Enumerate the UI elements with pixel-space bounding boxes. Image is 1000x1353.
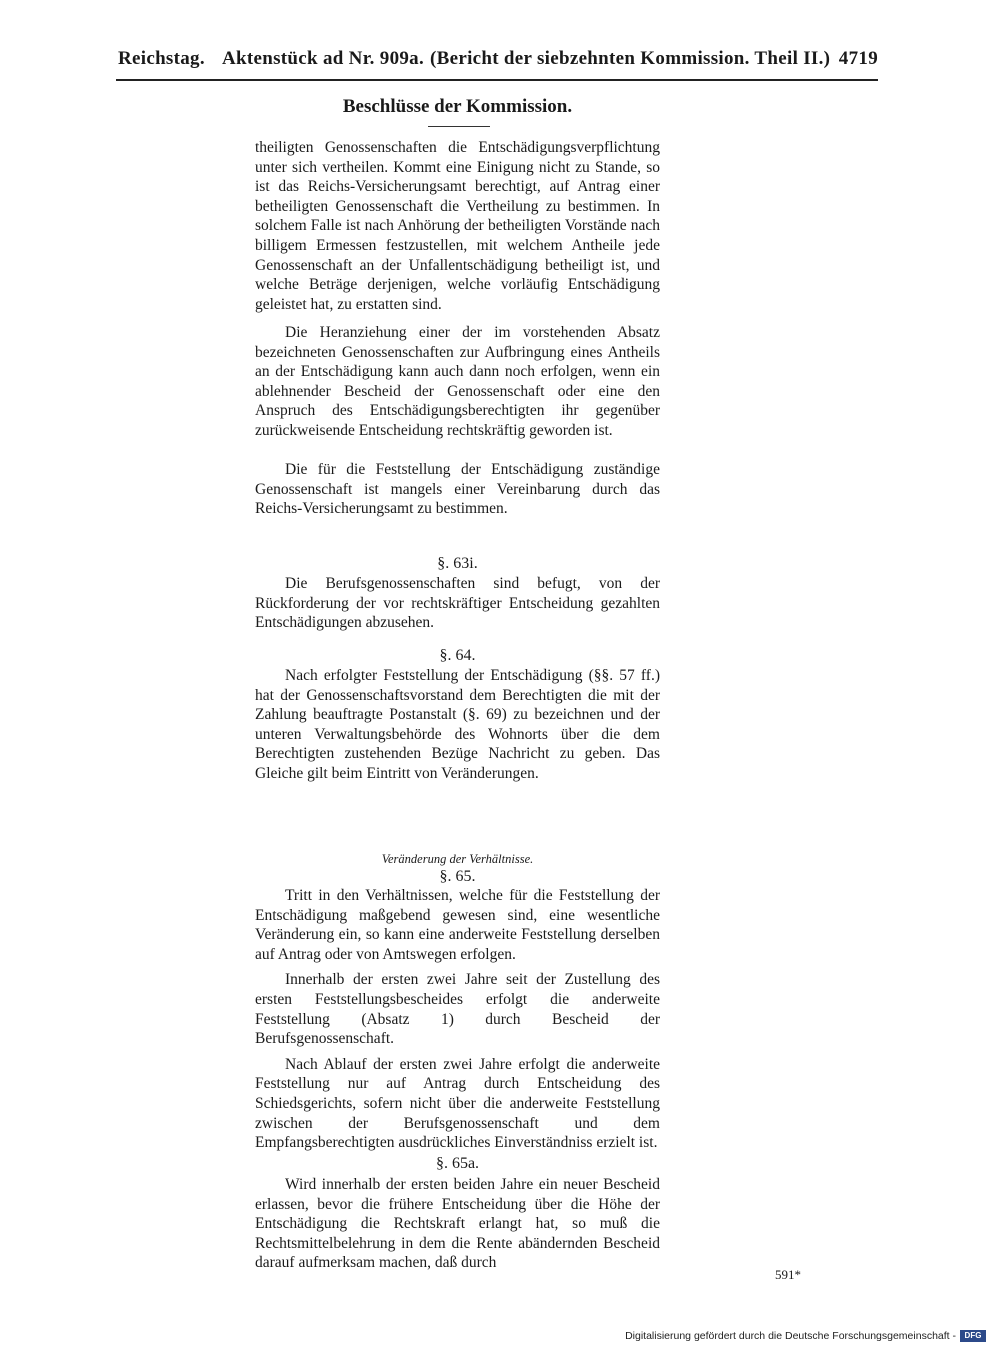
section-65-heading: §. 65.	[439, 868, 476, 885]
paragraph-text: Nach erfolgter Feststellung der Entschädigung (§§. 57 ff.) hat der Genossenschaftsvorstand dem Berechtigten die mit der Zahlung beauftragte Postanstalt (§. 69) zu bezeichnen und der unteren Verwaltungsbehörde des Wohnorts über die dem Berechtigten zustehenden Bezüge Nachricht zu geben. Das Gleiche gilt beim Eintritt von Veränderungen.	[255, 667, 660, 782]
section-65a-heading: §. 65a.	[435, 1155, 480, 1172]
section-63i-heading: §. 63i.	[437, 555, 478, 572]
header-aktenstueck: Aktenstück ad Nr. 909a.	[222, 48, 425, 69]
paragraph-text: Die Heranziehung einer der im vorstehenden Absatz bezeichneten Genossenschaften zur Aufbringung eines Antheils an der Entschädigung kann auch dann noch erfolgen, wenn ein ablehnender Bescheid der Genossenschaft oder eine den Anspruch des Entschädigungsberechtigten ihr gegenüber zurückweisende Entscheidung rechtskräftig geworden ist.	[255, 324, 660, 439]
paragraph-text: Die Berufsgenossenschaften sind befugt, von der Rückforderung der vor rechtskräftiger Entscheidung gezahlten Entschädigungen abzusehen.	[255, 575, 660, 632]
paragraph-text: Nach Ablauf der ersten zwei Jahre erfolgt die anderweite Feststellung nur auf Antrag durch Entscheidung des Schiedsgerichts, sofern nicht über die anderweite Feststellung zwischen der Berufsgenossenschaft und dem Empfangsberechtigten ausdrückliches Einverständniss erzielt ist.	[255, 1055, 660, 1152]
signature-mark: 591*	[775, 1267, 801, 1282]
section-63i-body	[255, 574, 660, 633]
page-number: 4719	[838, 48, 878, 69]
paragraph-heranziehung	[255, 323, 660, 441]
section-65a-body	[255, 1175, 660, 1273]
section-64-body	[255, 666, 660, 784]
paragraph-vertheilung	[255, 138, 660, 314]
paragraph-text: Innerhalb der ersten zwei Jahre seit der Zustellung des ersten Feststellungsbescheides erfolgt die anderweite Feststellung (Absatz 1) durch Bescheid der Berufsgenossenschaft.	[255, 971, 660, 1048]
section-65-body	[255, 886, 660, 1153]
digitization-footer	[625, 1329, 986, 1343]
paragraph-zustaendigkeit	[255, 460, 660, 519]
section-65-subheading: Veränderung der Verhältnisse.	[381, 852, 534, 866]
column-title-rule	[428, 126, 490, 127]
paragraph-text: Tritt in den Verhältnissen, welche für die Feststellung der Entschädigung maßgebend gewesen sind, eine wesentliche Veränderung ein, so kann eine anderweite Feststellung derselben auf Antrag oder von Amtswegen erfolgen.	[255, 887, 660, 963]
running-header	[118, 48, 878, 78]
header-bericht: (Bericht der siebzehnten Kommission. Theil II.)	[430, 48, 831, 69]
column-title: Beschlüsse der Kommission.	[342, 96, 573, 117]
paragraph-text: Die für die Feststellung der Entschädigung zuständige Genossenschaft ist mangels einer Vereinbarung durch das Reichs-Versicherungsamt zu bestimmen.	[255, 461, 660, 518]
paragraph-text: theiligten Genossenschaften die Entschädigungsverpflichtung unter sich vertheilen. Kommt eine Einigung nicht zu Stande, so ist das Reichs-Versicherungsamt berechtigt, auf Antrag einer betheiligten Genossenschaft die Vertheilung zu bestimmen. In solchem Falle ist nach Anhörung der betheiligten Vorstände nach billigem Ermessen festzustellen, mit welchem Antheile jede Genossenschaft an der Unfallentschädigung betheiligt ist, und welche Beträge derjenigen, welche vorläufig Entschädigung geleistet hat, zu erstatten sind.	[255, 139, 660, 313]
dfg-logo-icon: DFG	[960, 1330, 986, 1342]
paragraph-text: Wird innerhalb der ersten beiden Jahre ein neuer Bescheid erlassen, bevor die frühere Entscheidung über die Höhe der Entschädigung die Rechtskraft erlangt hat, so muß die Rechtsmittelbelehrung in dem die Rente abändernden Bescheid darauf aufmerksam machen, daß durch	[255, 1176, 660, 1272]
footer-credit: Digitalisierung gefördert durch die Deutsche Forschungsgemeinschaft -	[625, 1330, 956, 1342]
header-rule	[116, 79, 878, 81]
section-64-heading: §. 64.	[439, 647, 476, 664]
header-reichstag: Reichstag.	[118, 48, 205, 69]
